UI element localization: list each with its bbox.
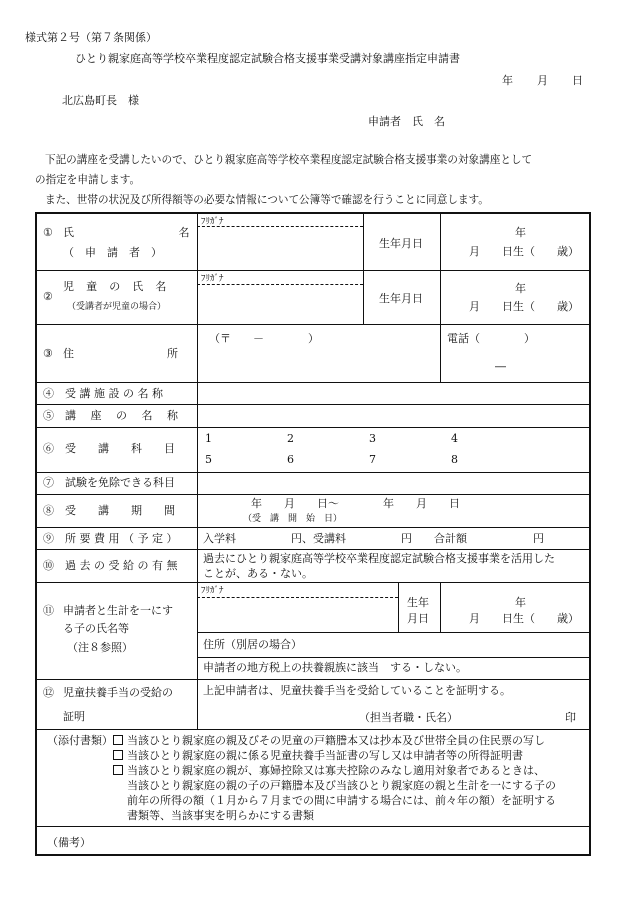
row6-label: ⑥ 受 講 科 目: [43, 442, 175, 455]
row1-birth-year: 年: [515, 226, 526, 239]
row9-label: ⑨ 所 要 費 用 （ 予 定 ）: [43, 532, 178, 545]
subject-7: 7: [369, 453, 376, 466]
row12-certification: 上記申請者は、児童扶養手当を受給していることを証明する。: [203, 684, 511, 697]
attachment-item-3: 当該ひとり親家庭の親が、寡婦控除又は寡夫控除のみなし適用対象者であるときは、: [113, 764, 545, 777]
row11-birth-1: 生年: [407, 596, 429, 609]
row2-furigana: ﾌﾘｶﾞﾅ: [201, 274, 224, 284]
row2-sublabel: （受講者が児童の場合）: [67, 302, 167, 312]
row2-birth-year: 年: [515, 282, 526, 295]
addressee: 北広島町長 様: [62, 94, 139, 107]
row3-label: 住 所: [63, 347, 179, 360]
row11-birth-year: 年: [515, 596, 526, 609]
row1-sublabel: （ 申 請 者 ）: [63, 246, 162, 259]
row5-label: ⑤ 講 座 の 名 称: [43, 409, 178, 422]
row11-address: 住所（別居の場合）: [203, 638, 302, 651]
subject-5: 5: [205, 453, 212, 466]
row12-number: ⑫: [43, 686, 54, 699]
telephone-dash: ―: [495, 360, 506, 373]
row12-signer: （担当者職・氏名）: [359, 711, 458, 724]
application-form-table: [35, 212, 591, 856]
row2-number: ②: [43, 290, 53, 303]
form-number: 様式第２号（第７条関係）: [25, 31, 157, 44]
row1-number: ①: [43, 226, 53, 239]
row11-furigana: ﾌﾘｶﾞﾅ: [201, 586, 224, 596]
row12-label-1: 児童扶養手当の受給の: [63, 686, 173, 699]
row1-birth-label: 生年月日: [379, 237, 423, 250]
row4-label: ④ 受 講 施 設 の 名 称: [43, 387, 163, 400]
past-use-line-1: 過去にひとり親家庭高等学校卒業程度認定試験合格支援事業を活用した: [203, 552, 555, 565]
row11-tax-dependent: 申請者の地方税上の扶養親族に該当 する・しない。: [203, 661, 467, 674]
period-dates: 年 月 日〜 年 月 日: [251, 497, 460, 510]
row10-label: ⑩ 過 去 の 受 給 の 有 無: [43, 559, 178, 572]
attachment-item-3-line-3: 前年の所得の額（１月から７月までの間に申請する場合には、前々年の額）を証明する: [127, 794, 556, 807]
row1-label: 氏 名: [63, 226, 191, 239]
row3-number: ③: [43, 347, 53, 360]
attachment-item-3-line-2: 当該ひとり親家庭の親の子の戸籍謄本及び当該ひとり親家庭の親と生計を一にする子の: [127, 779, 556, 792]
row7-label: ⑦ 試験を免除できる科目: [43, 476, 175, 489]
subject-4: 4: [451, 432, 458, 445]
row2-birth-date: 月 日生（ 歳）: [469, 300, 579, 313]
attachment-item-2: 当該ひとり親家庭の親に係る児童扶養手当証書の写し又は申請者等の所得証明書: [113, 749, 523, 762]
row1-birth-date: 月 日生（ 歳）: [469, 245, 579, 258]
attachments-label: （添付書類）: [47, 734, 113, 747]
row12-seal: 印: [565, 711, 576, 724]
period-sublabel: （受 講 開 始 日）: [243, 514, 343, 524]
cost-line: 入学料 円、受講料 円 合計額 円: [203, 532, 544, 545]
applicant-name-label: 申請者 氏 名: [368, 115, 445, 128]
postal-code-field[interactable]: （〒 － ）: [209, 332, 319, 345]
row11-label-3: （注８参照）: [67, 641, 133, 654]
intro-line-1: 下記の講座を受講したいので、ひとり親家庭高等学校卒業程度認定試験合格支援事業の対象講座として: [45, 154, 533, 166]
subject-8: 8: [451, 453, 458, 466]
attachment-item-3-line-4: 書類等、当該事実を明らかにする書類: [127, 809, 314, 822]
row2-birth-label: 生年月日: [379, 292, 423, 305]
row12-label-2: 証明: [63, 710, 85, 723]
date-month: 月: [537, 74, 548, 87]
row11-label-1: 申請者と生計を一にす: [63, 604, 173, 617]
row2-label: 児 童 の 氏 名: [63, 280, 167, 293]
past-use-line-2: ことが、ある・ない。: [203, 567, 313, 580]
attachment-item-1: 当該ひとり親家庭の親及びその児童の戸籍謄本又は抄本及び世帯全員の住民票の写し: [113, 734, 545, 747]
intro-line-3: また、世帯の状況及び所得額等の必要な情報について公簿等で確認を行うことに同意します。: [45, 194, 489, 206]
row11-birth-2: 月日: [407, 612, 429, 625]
row11-birth-date: 月 日生（ 歳）: [469, 612, 579, 625]
date-year: 年: [502, 74, 513, 87]
subject-6: 6: [287, 453, 294, 466]
row1-furigana: ﾌﾘｶﾞﾅ: [201, 217, 224, 227]
intro-line-2: の指定を申請します。: [35, 174, 141, 186]
subject-2: 2: [287, 432, 294, 445]
date-day: 日: [572, 74, 583, 87]
subject-1: 1: [205, 432, 212, 445]
telephone-label: 電話（ ）: [447, 332, 535, 345]
subject-3: 3: [369, 432, 376, 445]
form-title: ひとり親家庭高等学校卒業程度認定試験合格支援事業受講対象講座指定申請書: [75, 52, 460, 65]
row8-label: ⑧ 受 講 期 間: [43, 504, 175, 517]
remarks-label: （備考）: [47, 836, 91, 849]
row11-label-2: る子の氏名等: [63, 622, 129, 635]
checkbox[interactable]: [113, 735, 123, 745]
checkbox[interactable]: [113, 765, 123, 775]
checkbox[interactable]: [113, 750, 123, 760]
row11-number: ⑪: [43, 604, 54, 617]
